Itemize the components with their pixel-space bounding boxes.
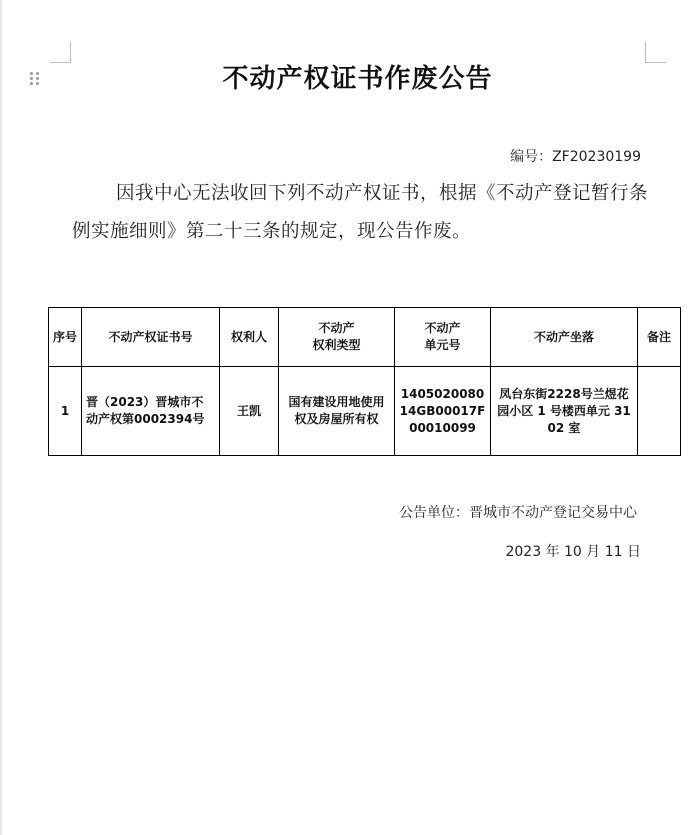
page-left-border	[0, 0, 2, 835]
announcement-date: 2023 年 10 月 11 日	[505, 544, 641, 560]
cell-location: 凤台东街2228号兰煜花园小区 1 号楼西单元 3102 室	[491, 367, 638, 456]
header-right-type-line1: 不动产	[318, 321, 355, 335]
cell-seq: 1	[49, 367, 82, 456]
certificate-table	[48, 307, 681, 456]
header-unit-no-line2: 单元号	[424, 338, 461, 352]
header-seq: 序号	[49, 308, 82, 367]
cell-right-type: 国有建设用地使用权及房屋所有权	[279, 367, 395, 456]
table-header-row	[49, 308, 681, 367]
cell-cert-no: 晋（2023）晋城市不动产权第0002394号	[82, 367, 220, 456]
header-unit-no-line1: 不动产	[424, 321, 461, 335]
serial-number: 编号：ZF20230199	[510, 149, 641, 165]
document-title: 不动产权证书作废公告	[222, 64, 493, 94]
cell-unit-no: 140502008014GB00017F00010099	[395, 367, 491, 456]
issuer: 公告单位：晋城市不动产登记交易中心	[399, 505, 637, 521]
header-unit-no	[395, 308, 491, 367]
announcement-body: 因我中心无法收回下列不动产权证书，根据《不动产登记暂行条例实施细则》第二十三条的规定，现公告作废。	[72, 183, 649, 242]
header-right-type	[279, 308, 395, 367]
header-remark: 备注	[638, 308, 681, 367]
table-row	[49, 367, 681, 456]
header-cert-no: 不动产权证书号	[82, 308, 220, 367]
header-owner: 权利人	[220, 308, 279, 367]
cell-remark	[638, 367, 681, 456]
header-right-type-line2: 权利类型	[312, 338, 361, 352]
header-location: 不动产坐落	[491, 308, 638, 367]
cell-owner: 王凯	[220, 367, 279, 456]
